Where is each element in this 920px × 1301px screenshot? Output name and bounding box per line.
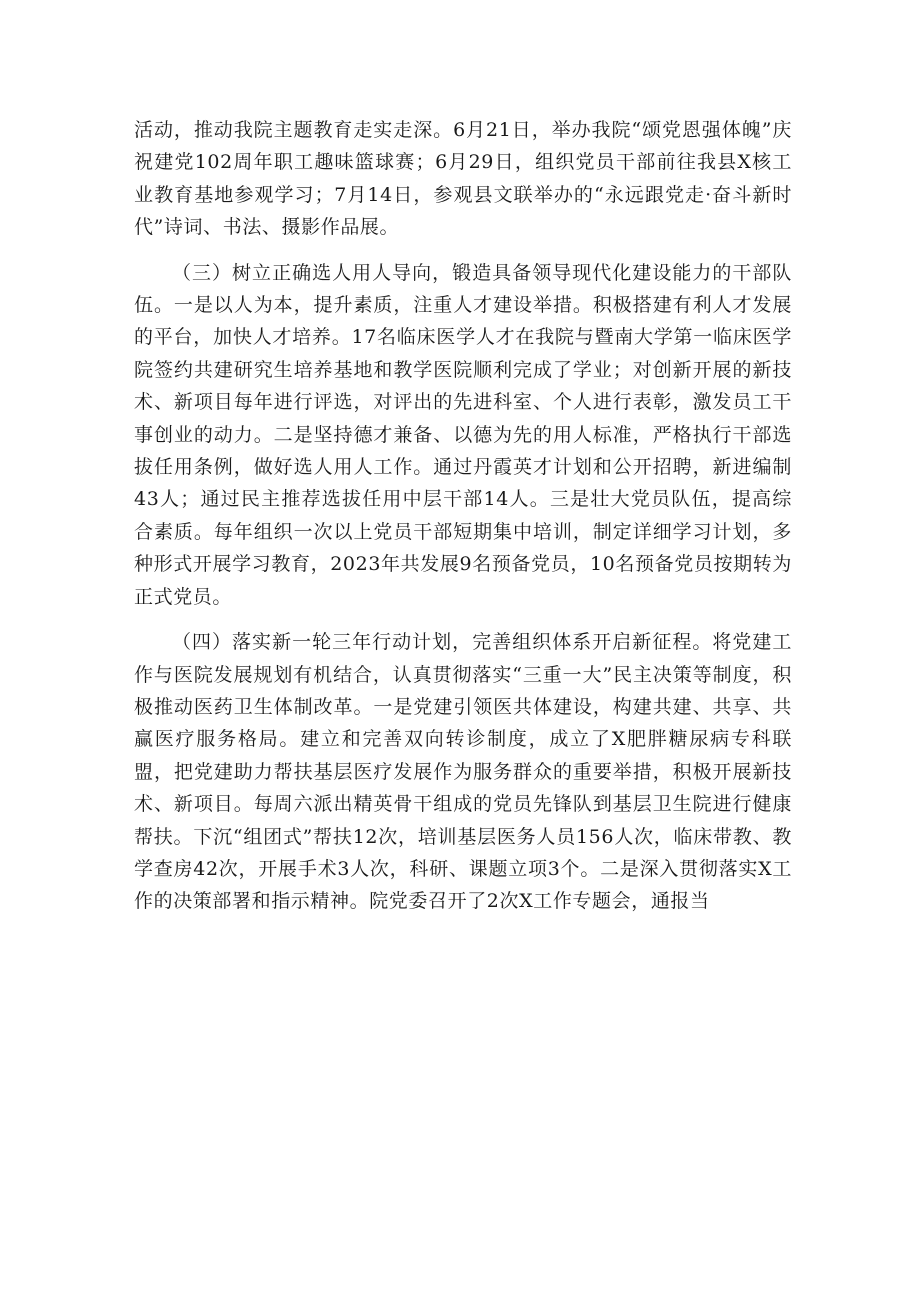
paragraph-continuation: 活动，推动我院主题教育走实走深。6月21日，举办我院“颂党恩强体魄”庆祝建党102周年职工趣味篮球赛；6月29日，组织党员干部前往我县X核工业教育基地参观学习；7月14日，参观县文联举办的“永远跟党走·奋斗新时代”诗词、书法、摄影作品展。 [134,119,792,239]
document-page [134,114,792,931]
paragraph-section-three: （三）树立正确选人用人导向，锻造具备领导现代化建设能力的干部队伍。一是以人为本，提升素质，注重人才建设举措。积极搭建有利人才发展的平台，加快人才培养。17名临床医学人才在我院与暨南大学第一临床医学院签约共建研究生培养基地和教学医院顺利完成了学业；对创新开展的新技术、新项目每年进行评选，对评出的先进科室、个人进行表彰，激发员工干事创业的动力。二是坚持德才兼备、以德为先的用人标准，严格执行干部选拔任用条例，做好选人用人工作。通过丹霞英才计划和公开招聘，新进编制43人；通过民主推荐选拔任用中层干部14人。三是壮大党员队伍，提高综合素质。每年组织一次以上党员干部短期集中培训，制定详细学习计划，多种形式开展学习教育，2023年共发展9名预备党员，10名预备党员按期转为正式党员。 [134,261,792,608]
paragraph-section-four: （四）落实新一轮三年行动计划，完善组织体系开启新征程。将党建工作与医院发展规划有机结合，认真贯彻落实“三重一大”民主决策等制度，积极推动医药卫生体制改革。一是党建引领医共体建设，构建共建、共享、共赢医疗服务格局。建立和完善双向转诊制度，成立了X肥胖糖尿病专科联盟，把党建助力帮扶基层医疗发展作为服务群众的重要举措，积极开展新技术、新项目。每周六派出精英骨干组成的党员先锋队到基层卫生院进行健康帮扶。下沉“组团式”帮扶12次，培训基层医务人员156人次，临床带教、教学查房42次，开展手术3人次，科研、课题立项3个。二是深入贯彻落实X工作的决策部署和指示精神。院党委召开了2次X工作专题会，通报当 [134,631,792,913]
